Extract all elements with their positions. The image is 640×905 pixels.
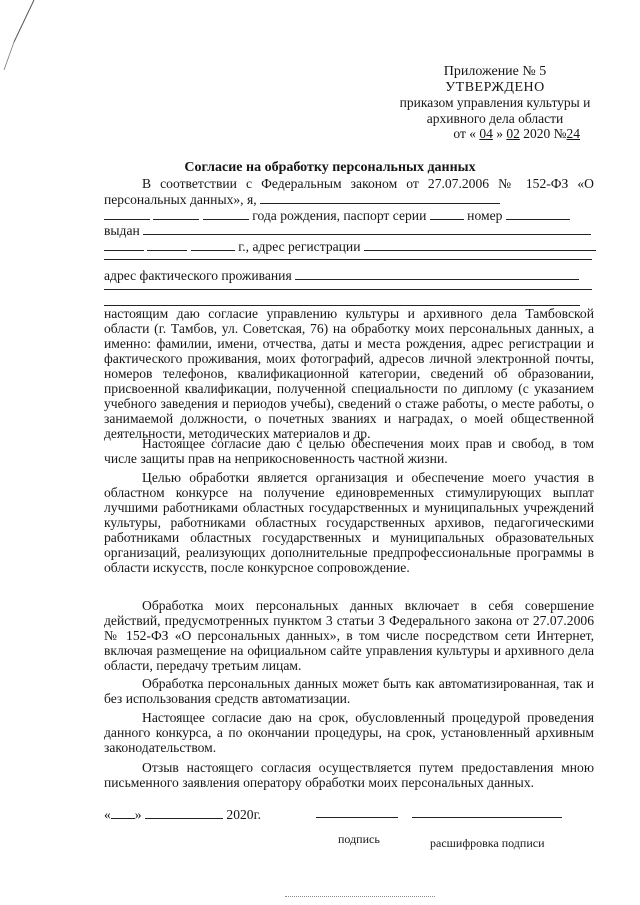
registration-row: г., адрес регистрации (104, 238, 594, 254)
order-number: 24 (566, 126, 580, 141)
sign-day-field[interactable] (111, 806, 135, 819)
issued-row: выдан (104, 222, 594, 238)
registration-field[interactable] (364, 238, 596, 251)
processing-goal-paragraph: Целью обработки является организация и обеспечение моего участия в областном конкурсе на получение единовременных стимулирующих выплат лучшими работниками областных государственных и муниципальных учреждений культуры, работниками областных государственных архивов, педагогическими работниками областных государственных и муниципальных образовательных организаций, реализующих дополнительные предпрофессиональные программы в области искусств, после конкурсное сопровождение. (104, 470, 594, 575)
birth-field-2[interactable] (153, 207, 199, 220)
document-title: Согласие на обработку персональных данных (184, 160, 476, 175)
appendix-label: Приложение № 5 (443, 64, 547, 79)
registration-line-2[interactable] (104, 258, 592, 260)
actual-address-field[interactable] (295, 267, 579, 280)
birth-passport-row: года рождения, паспорт серии номер (104, 207, 594, 223)
order-month: 02 (506, 126, 520, 141)
birth-field-3[interactable] (203, 207, 249, 220)
order-line-1: приказом управления культуры и (399, 95, 591, 110)
actual-address-line-2[interactable] (104, 288, 592, 290)
passport-number-field[interactable] (506, 207, 570, 220)
actual-address-row: адрес фактического проживания (104, 267, 594, 283)
signature-decode-label: расшифровка подписи (430, 836, 545, 850)
sign-year: 2020г. (226, 807, 262, 822)
purpose-rights-paragraph: Настоящее согласие даю с целью обеспечения моих прав и свобод, в том числе защиты прав на неприкосновенность частной жизни. (104, 436, 594, 466)
signature-line[interactable] (316, 816, 398, 818)
scan-bottom-mark (285, 896, 435, 897)
order-day: 04 (479, 126, 493, 141)
consent-paragraph: настоящим даю согласие управлению культуры и архивного дела Тамбовской области (г. Тамбов, ул. Советская, 76) на обработку моих персональных данных, а именно: фамилии, имени, отчества, даты и места рождения, адрес регистрации и фактического проживания, моих фотографий, адресов личной электронной почты, номеров телефонов, квалификационной категории, сведений об образовании, присвоенной квалификации, полученной специальности по диплому (с указанием учебного заведения и периодов учебы), сведений о стаже работы, о месте работы, о занимаемой должности, о почетных званиях и наградах, о моей общественной деятельности, методических материалов и др. (104, 306, 594, 441)
name-field[interactable] (260, 191, 500, 204)
signature-date-row: « » 2020г. (104, 807, 262, 822)
order-date-line: от « 04 » 02 2020 №24 (453, 126, 580, 141)
processing-actions-paragraph: Обработка моих персональных данных включает в себя совершение действий, предусмотренных пунктом 3 статьи 3 Федерального закона от 27.07.2006 № 152-ФЗ «О персональных данных», в том числе посредством сети Интернет, включая размещение на официальном сайте управления культуры и архивного дела области, передачу третьим лицам. (104, 598, 594, 673)
approval-header (390, 64, 600, 142)
order-line-2: архивного дела области (426, 110, 564, 126)
order-year: 2020 (523, 126, 551, 141)
approved-label: УТВЕРЖДЕНО (445, 79, 545, 95)
intro-paragraph: В соответствии с Федеральным законом от 27.07.2006 № 152-ФЗ «О персональных данных», я, (104, 176, 594, 207)
issued-date-2[interactable] (147, 238, 187, 251)
issued-field[interactable] (143, 222, 591, 235)
signature-decode-line[interactable] (412, 816, 562, 818)
withdrawal-paragraph: Отзыв настоящего согласия осуществляется путем предоставления мною письменного заявления оператору обработки моих персональных данных. (104, 760, 594, 790)
issued-date-1[interactable] (104, 238, 144, 251)
automation-paragraph: Обработка персональных данных может быть как автоматизированная, так и без использования средств автоматизации. (104, 676, 594, 706)
term-paragraph: Настоящее согласие даю на срок, обусловленный процедурой проведения данного конкурса, а по окончании процедуры, на срок, установленный архивным законодательством. (104, 710, 594, 755)
sign-month-field[interactable] (145, 806, 223, 819)
passport-series-field[interactable] (430, 207, 464, 220)
scan-corner-mark (0, 0, 40, 100)
birth-field-1[interactable] (104, 207, 150, 220)
signature-label: подпись (338, 832, 380, 846)
issued-date-3[interactable] (191, 238, 235, 251)
